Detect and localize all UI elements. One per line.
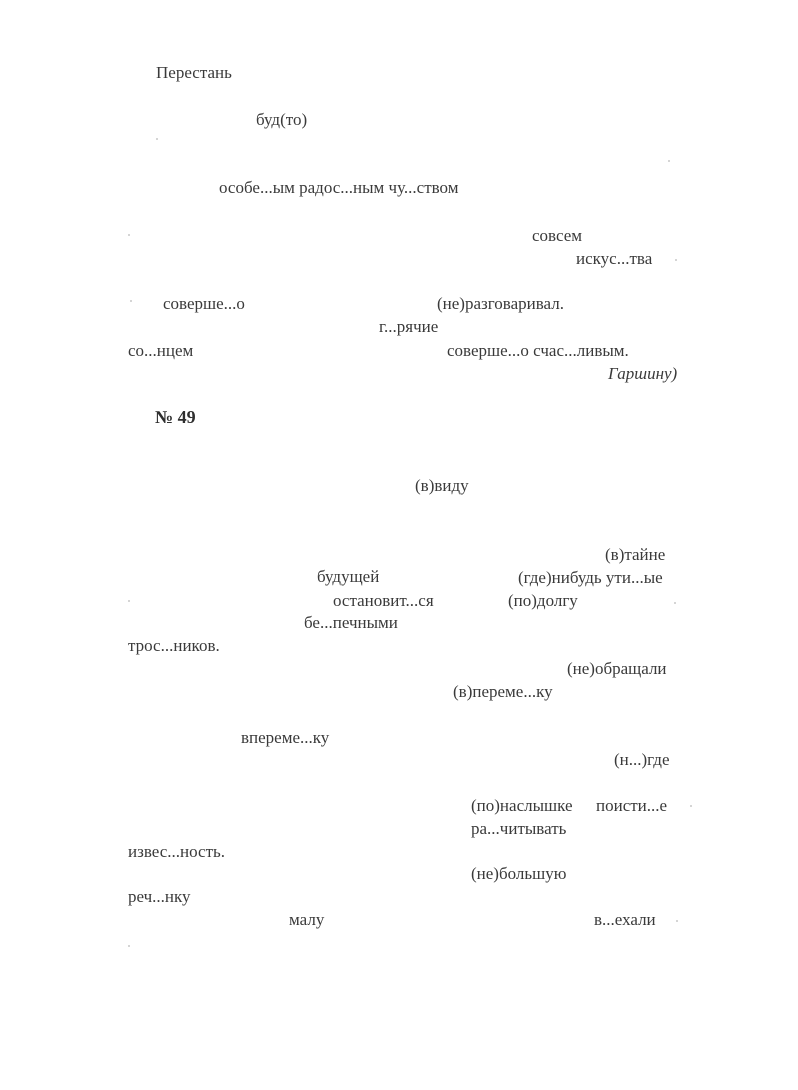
word-po-naslyshke: (по)наслышке [471,796,573,815]
word-trostnikov: трос...ников. [128,636,220,655]
word-budto: буд(то) [256,110,308,129]
word-vperemeshku: впереме...ку [241,728,330,747]
scan-speck [674,602,676,604]
scan-speck [668,160,670,162]
word-ne-obrashchali: (не)обращали [567,659,667,678]
word-rasschityvat: ра...читывать [471,819,567,838]
word-perestan: Перестань [156,63,232,82]
word-bespechnymi: бе...печными [304,613,398,632]
word-po-dolgu: (по)долгу [508,591,578,610]
word-malu: малу [289,910,325,929]
word-budushchey: будущей [317,567,380,586]
word-ne-bolshuyu: (не)большую [471,864,567,883]
word-v-peremeshku: (в)переме...ку [453,682,553,701]
word-izvestnost: извес...ность. [128,842,226,861]
phrase-gde-nibud-utinye: (где)нибудь ути...ые [518,568,663,587]
scan-speck [128,945,130,947]
scan-speck [156,138,158,140]
word-iskusstva: искус...тва [576,249,653,268]
word-vyekhali: в...ехали [594,910,656,929]
scan-speck [128,234,130,236]
scan-speck [128,600,130,602]
word-sovershenno-1: соверше...о [163,294,245,313]
word-solntsem: со...нцем [128,341,194,360]
scan-speck [676,920,678,922]
scan-speck [675,259,677,261]
word-rechonku: реч...нку [128,887,191,906]
word-ne-razgovarival: (не)разговаривал. [437,294,564,313]
exercise-number: № 49 [155,407,196,427]
word-ostanovitsya: остановит...ся [333,591,434,610]
word-v-vidu: (в)виду [415,476,469,495]
word-ni-gde: (н...)где [614,750,670,769]
phrase-sovershenno-schastlivym: соверше...о счас...ливым. [447,341,629,360]
phrase-osobym-radostnym-chuvstvom: особе...ым радос...ным чу...ством [219,178,459,197]
word-goryachie: г...рячие [379,317,439,336]
word-v-tayne: (в)тайне [605,545,666,564]
word-sovsem: совсем [532,226,583,245]
author-garshinu: Гаршину) [608,364,678,383]
scan-speck [130,300,132,302]
word-poistine: поисти...е [596,796,668,815]
scan-speck [690,805,692,807]
